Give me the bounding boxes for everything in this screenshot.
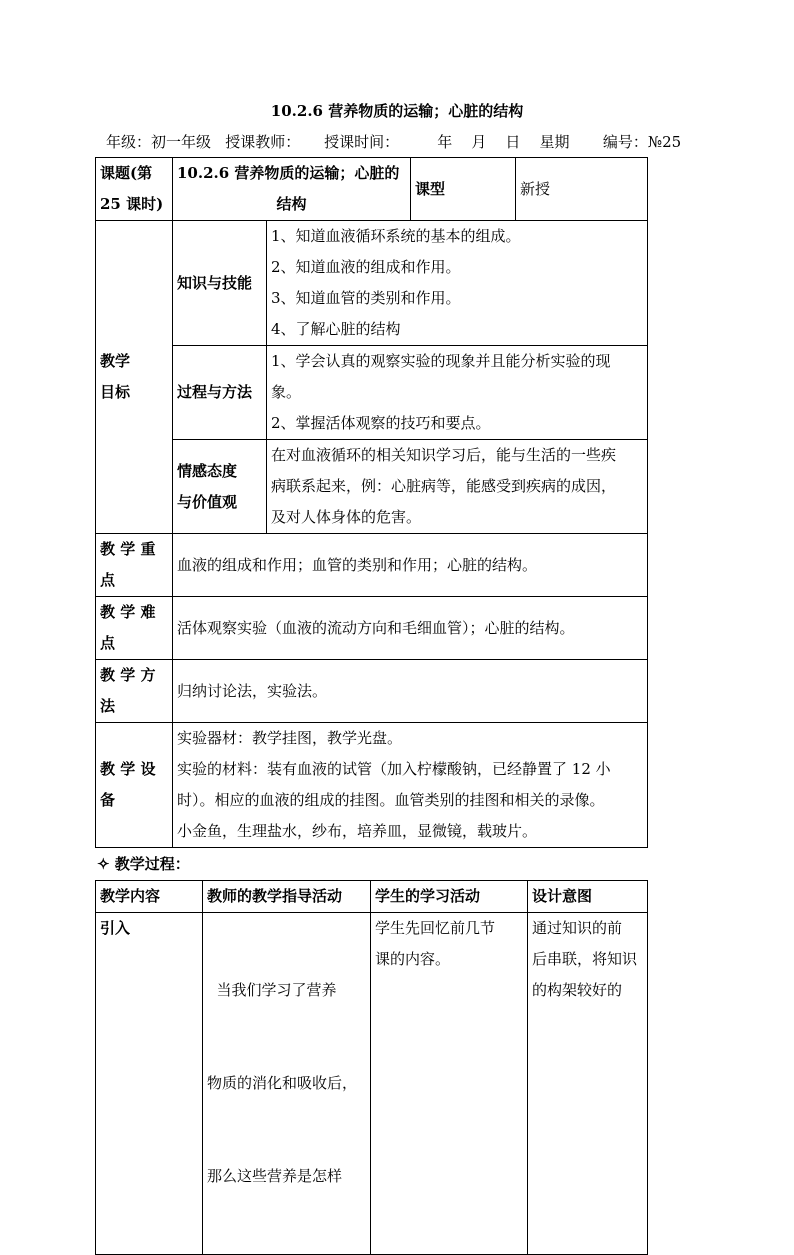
topic-row <box>96 158 648 221</box>
process-row-intro <box>96 913 648 1255</box>
lesson-type-value: 新授 <box>516 158 648 221</box>
intro-student-activity: 学生先回忆前几节 课的内容。 <box>371 913 528 1255</box>
lesson-info-table <box>95 157 648 848</box>
header-design-intent: 设计意图 <box>528 881 648 913</box>
process-method-label: 过程与方法 <box>173 346 267 440</box>
method-label: 教 学 方 法 <box>96 660 173 723</box>
knowledge-label: 知识与技能 <box>173 221 267 346</box>
attitude-content: 在对血液循环的相关知识学习后，能与生活的一些疾 病联系起来，例：心脏病等，能感受到疾病的成因， 及对人体身体的危害。 <box>267 440 648 534</box>
intro-content: 引入 <box>96 913 203 1255</box>
attitude-label: 情感态度 与价值观 <box>173 440 267 534</box>
equipment-content: 实验器材：教学挂图，教学光盘。 实验的材料：装有血液的试管（加入柠檬酸钠，已经静置了 12 小 时）。相应的血液的组成的挂图。血管类别的挂图和相关的录像。 小金鱼，生理盐水，纱布，培养皿，显微镜，载玻片。 <box>173 723 648 848</box>
knowledge-content: 1、知道血液循环系统的基本的组成。 2、知道血液的组成和作用。 3、知道血管的类别和作用。 4、了解心脏的结构 <box>267 221 648 346</box>
method-row <box>96 660 648 723</box>
header-student-activity: 学生的学习活动 <box>371 881 528 913</box>
intro-design-intent: 通过知识的前 后串联，将知识 的构架较好的 <box>528 913 648 1255</box>
lesson-type-label: 课型 <box>411 158 516 221</box>
difficulty-row <box>96 597 648 660</box>
difficulty-value: 活体观察实验（血液的流动方向和毛细血管）；心脏的结构。 <box>173 597 648 660</box>
teaching-process-table <box>95 880 648 1255</box>
focus-row <box>96 534 648 597</box>
intro-teacher-activity: 当我们学习了营养 物质的消化和吸收后， 那么这些营养是怎样 <box>203 913 371 1255</box>
difficulty-label: 教 学 难 点 <box>96 597 173 660</box>
lesson-meta-line: 年级：初一年级 授课教师： 授课时间： 年 月 日 星期 编号：№25 <box>106 133 682 151</box>
focus-value: 血液的组成和作用；血管的类别和作用；心脏的结构。 <box>173 534 648 597</box>
process-header-row <box>96 881 648 913</box>
process-method-row <box>96 346 648 440</box>
equipment-label: 教 学 设 备 <box>96 723 173 848</box>
process-method-content: 1、学会认真的观察实验的现象并且能分析实验的现 象。 2、掌握活体观察的技巧和要点。 <box>267 346 648 440</box>
topic-label: 课题(第 25 课时) <box>96 158 173 221</box>
header-teacher-activity: 教师的教学指导活动 <box>203 881 371 913</box>
header-teaching-content: 教学内容 <box>96 881 203 913</box>
objectives-label: 教学 目标 <box>96 221 173 534</box>
document-title: 10.2.6 营养物质的运输；心脏的结构 <box>270 102 524 120</box>
process-heading: ✧ 教学过程： <box>97 855 190 873</box>
topic-value: 10.2.6 营养物质的运输；心脏的 结构 <box>173 158 411 221</box>
method-value: 归纳讨论法，实验法。 <box>173 660 648 723</box>
focus-label: 教 学 重 点 <box>96 534 173 597</box>
knowledge-row <box>96 221 648 346</box>
equipment-row <box>96 723 648 848</box>
attitude-row <box>96 440 648 534</box>
